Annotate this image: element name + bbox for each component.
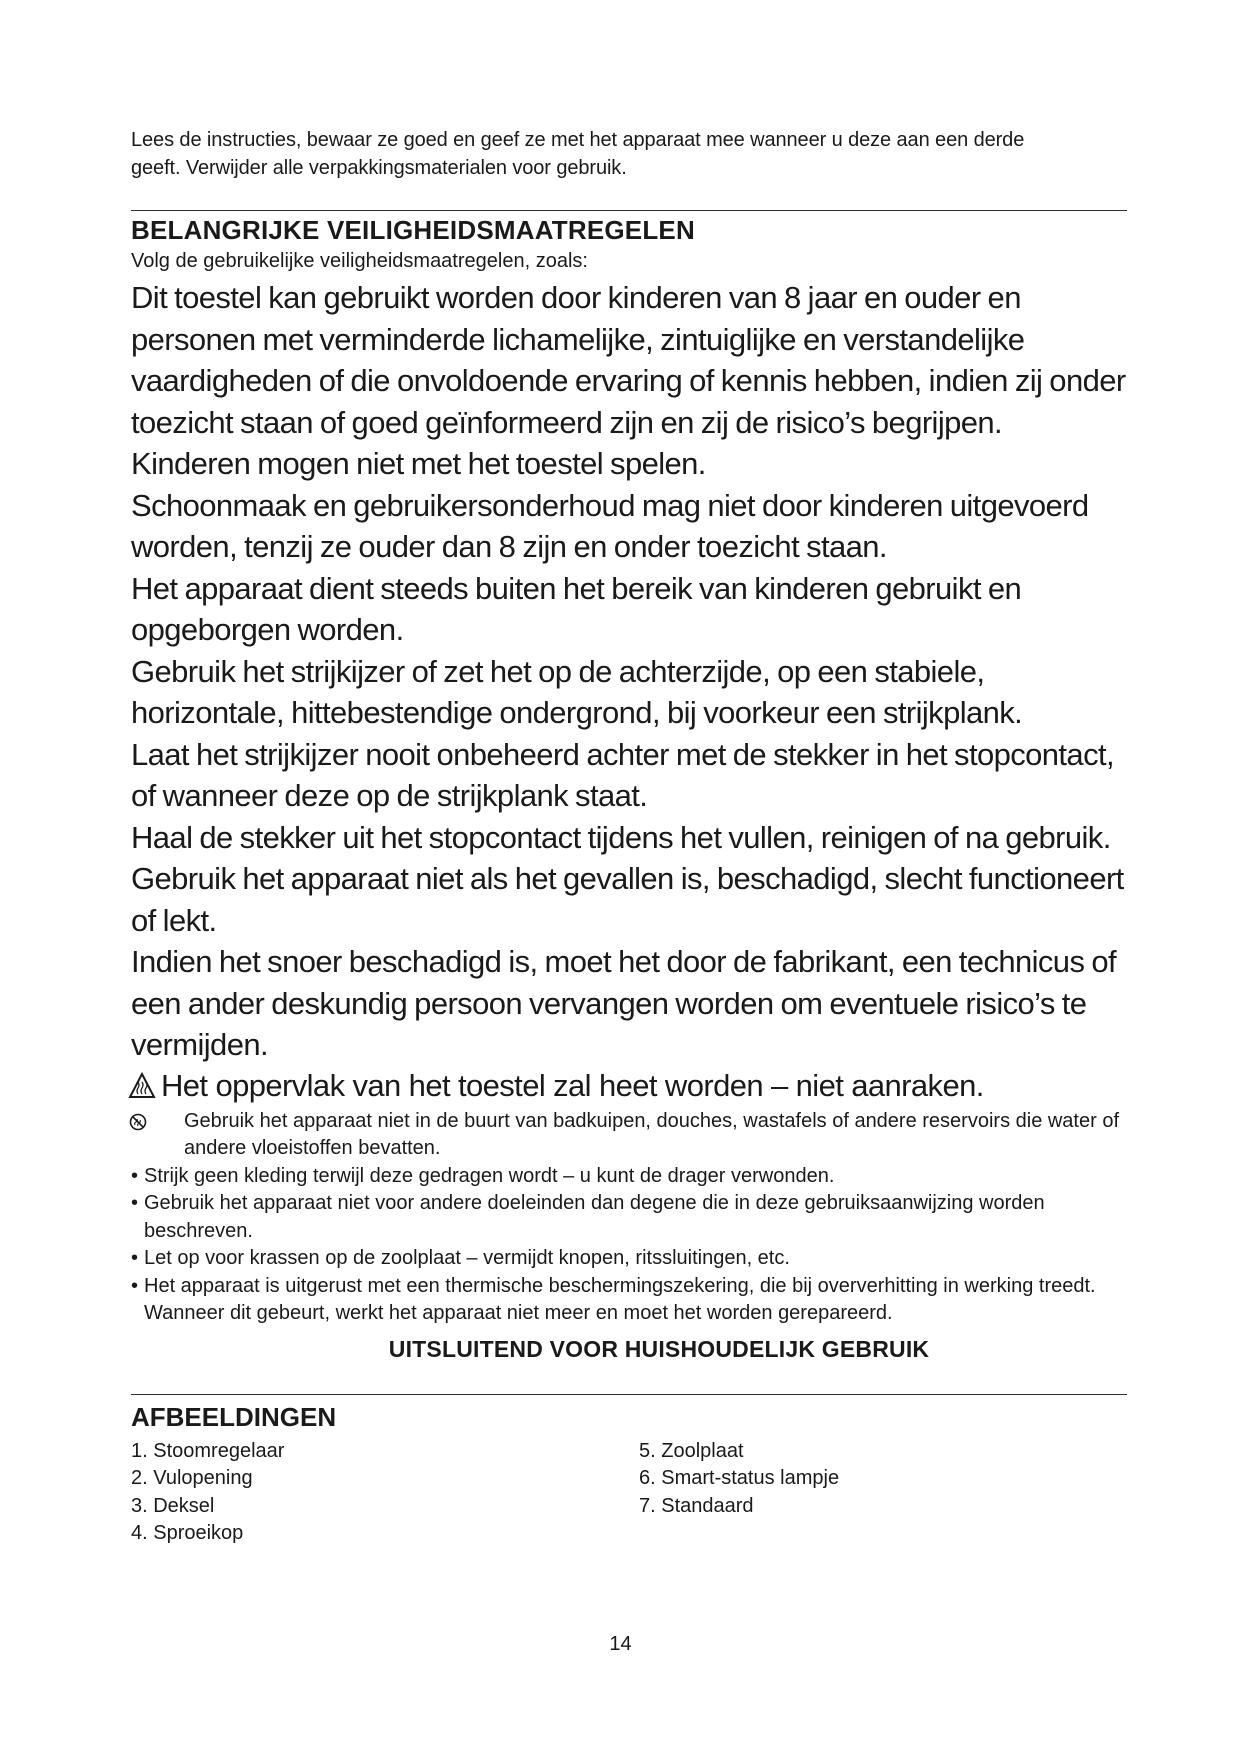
list-item [131,1190,1127,1245]
parts-column-left [131,1438,639,1548]
list-item [131,1273,1127,1328]
safety-large-text [131,277,1127,1066]
section-divider [131,1394,1127,1395]
intro-line-2: geeft. Verwijder alle verpakkingsmaterialen voor gebruik. [131,157,627,179]
household-use-note: UITSLUITEND VOOR HUISHOUDELIJK GEBRUIK [388,1335,930,1362]
safety-paragraph: Indien het snoer beschadigd is, moet het door de fabrikant, een technicus of een ander deskundig persoon vervangen worden om eventuele risico’s te vermijden. [131,944,1117,1062]
intro-text [131,126,1127,182]
section-divider [131,210,1127,211]
list-item [131,1245,1127,1273]
safety-bullet-list [131,1108,1127,1328]
parts-column-right [639,1438,839,1548]
bullet-icon: • [131,1164,139,1187]
list-item-text: Gebruik het apparaat niet voor andere doeleinden dan degene die in deze gebruiksaanwijzing worden beschreven. [144,1192,1045,1242]
hot-surface-warning-text: Het oppervlak van het toestel zal heet worden – niet aanraken. [161,1067,984,1103]
safety-subtitle: Volg de gebruikelijke veiligheidsmaatregelen, zoals: [131,250,588,272]
manual-page [131,126,1127,1548]
safety-paragraph: Laat het strijkijzer nooit onbeheerd achter met de stekker in het stopcontact, of wanneer deze op de strijkplank staat. [131,736,1115,813]
bullet-icon: • [131,1192,139,1214]
list-item [131,1163,1127,1191]
safety-paragraph: Dit toestel kan gebruikt worden door kinderen van 8 jaar en ouder en personen met verminderde lichamelijke, zintuiglijke en verstandelijke vaardigheden of die onvoldoende ervaring of kennis hebben, indien zij onder toezicht staan of goed geïnformeerd zijn en zij de risico’s begrijpen. [131,280,1126,440]
safety-paragraph: Haal de stekker uit het stopcontact tijdens het vullen, reinigen of na gebruik. [131,819,1111,855]
list-item [131,1108,1127,1163]
list-item-text: Gebruik het apparaat niet in de buurt van badkuipen, douches, wastafels of andere reservoirs die water of andere vloeistoffen bevatten. [184,1109,1120,1159]
list-item: 5. Zoolplaat [639,1439,744,1462]
page-number: 14 [609,1633,632,1655]
no-water-icon [129,1113,147,1131]
safety-paragraph: Kinderen mogen niet met het toestel spelen. [131,446,706,481]
hot-surface-warning [131,1066,1127,1106]
list-item: 6. Smart-status lampje [639,1467,840,1489]
list-item: 2. Vulopening [131,1467,253,1489]
safety-paragraph: Het apparaat dient steeds buiten het bereik van kinderen gebruikt en opgeborgen worden. [131,570,1022,647]
safety-paragraph: Schoonmaak en gebruikersonderhoud mag niet door kinderen uitgevoerd worden, tenzij ze ouder dan 8 zijn en onder toezicht staan. [131,487,1089,564]
intro-line-1: Lees de instructies, bewaar ze goed en geef ze met het apparaat mee wanneer u deze aan een derde [131,129,1025,151]
list-item: 4. Sproeikop [131,1522,244,1544]
hot-surface-warning-icon [128,1072,156,1100]
list-item-text: Let op voor krassen op de zoolplaat – vermijdt knopen, ritssluitingen, etc. [144,1247,790,1269]
parts-list [131,1438,1127,1548]
bullet-icon: • [131,1274,139,1297]
safety-title: BELANGRIJKE VEILIGHEIDSMAATREGELEN [131,215,695,245]
list-item: 7. Standaard [639,1494,754,1517]
safety-paragraph: Gebruik het apparaat niet als het gevallen is, beschadigd, slecht functioneert of lekt. [131,861,1124,938]
bullet-icon: • [131,1247,139,1269]
list-item-text: Strijk geen kleding terwijl deze gedragen wordt – u kunt de drager verwonden. [144,1164,835,1187]
safety-paragraph: Gebruik het strijkijzer of zet het op de achterzijde, op een stabiele, horizontale, hittebestendige ondergrond, bij voorkeur een strijkplank. [131,653,1023,730]
list-item-text: Het apparaat is uitgerust met een thermische beschermingszekering, die bij oververhitting in werking treedt. Wanneer dit gebeurt, werkt het apparaat niet meer en moet het worden gerepareerd. [144,1274,1096,1324]
list-item: 3. Deksel [131,1494,215,1517]
list-item: 1. Stoomregelaar [131,1439,285,1462]
figures-title: AFBEELDINGEN [131,1401,337,1432]
